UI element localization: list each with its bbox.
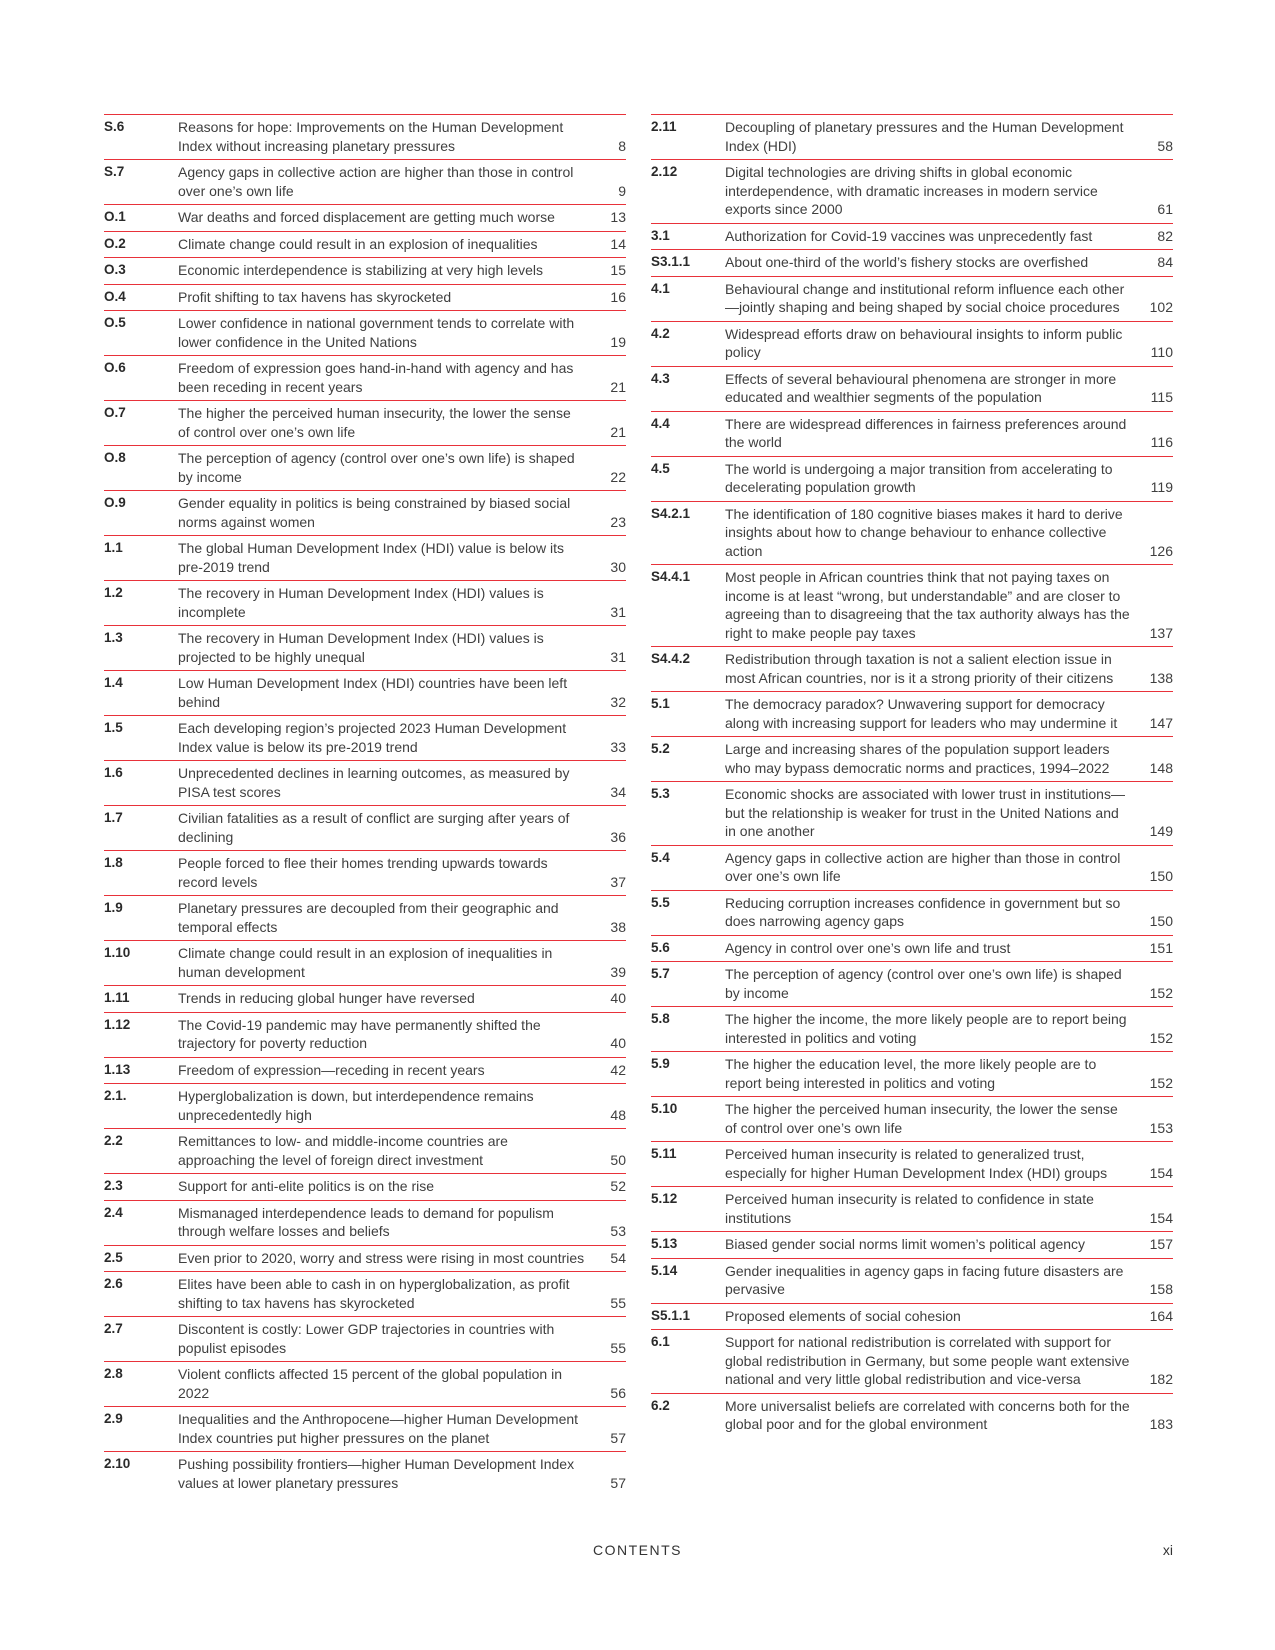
figure-page-number: 153 <box>1149 1119 1173 1136</box>
figure-page-number: 19 <box>610 333 626 350</box>
figure-entry[interactable] <box>651 935 1173 962</box>
figure-number: 2.5 <box>104 1249 123 1265</box>
figure-entry[interactable] <box>104 445 626 490</box>
figure-page-number: 8 <box>618 137 626 154</box>
figure-title: Authorization for Covid-19 vaccines was unprecedently fast <box>725 227 1093 244</box>
figure-number: 1.6 <box>104 765 123 780</box>
figure-title: Effects of several behavioural phenomena are stronger in more educated and wealthier segments of the population <box>725 370 1117 405</box>
figure-number: 5.10 <box>651 1101 678 1116</box>
figure-number: O.2 <box>104 235 126 251</box>
figure-number: 2.12 <box>651 164 678 179</box>
figure-page-number: 154 <box>1149 1209 1173 1226</box>
figure-entry[interactable] <box>651 501 1173 565</box>
figure-number: 1.2 <box>104 585 123 600</box>
figure-number: 2.3 <box>104 1178 123 1193</box>
figure-number: 1.10 <box>104 945 131 960</box>
figure-entry[interactable] <box>651 961 1173 1006</box>
figure-title: Mismanaged interdependence leads to demand for populism through welfare losses and beliefs <box>178 1204 554 1239</box>
figure-page-number: 182 <box>1149 1371 1173 1387</box>
figure-title: Reducing corruption increases confidence in government but so does narrowing agency gaps <box>725 894 1121 929</box>
figure-number: O.7 <box>104 405 126 420</box>
figure-entry[interactable] <box>104 400 626 445</box>
figure-page-number: 50 <box>610 1151 626 1168</box>
figure-page-number: 53 <box>610 1223 626 1239</box>
figure-page-number: 55 <box>610 1339 626 1356</box>
figure-entry[interactable] <box>651 114 1173 159</box>
figure-page-number: 150 <box>1149 913 1173 929</box>
figure-number: 5.3 <box>651 786 670 801</box>
figure-page-number: 137 <box>1149 624 1173 641</box>
figure-entry[interactable] <box>104 114 626 159</box>
figure-number: 2.6 <box>104 1276 123 1291</box>
figure-page-number: 84 <box>1157 254 1173 270</box>
footer-page-number: xi <box>1162 1542 1173 1558</box>
figure-title: The global Human Development Index (HDI) value is below its pre-2019 trend <box>178 540 564 575</box>
figure-number: S4.4.2 <box>651 651 691 666</box>
figure-entry[interactable] <box>104 805 626 850</box>
figure-entry[interactable] <box>104 850 626 895</box>
figure-page-number: 30 <box>610 558 626 575</box>
figure-title: The higher the perceived human insecurity, the lower the sense of control over one’s own life <box>178 405 571 440</box>
figure-title: About one-third of the world’s fishery stocks are overfished <box>725 254 1089 270</box>
figure-page-number: 38 <box>610 918 626 935</box>
figure-number: 1.13 <box>104 1061 131 1077</box>
figure-page-number: 16 <box>610 288 626 305</box>
figure-page-number: 152 <box>1149 984 1173 1001</box>
figure-page-number: 42 <box>610 1061 626 1078</box>
figure-entry[interactable] <box>651 321 1173 366</box>
figure-page-number: 22 <box>610 468 626 485</box>
figure-page-number: 148 <box>1149 759 1173 776</box>
figure-page-number: 21 <box>610 423 626 440</box>
figure-title: There are widespread differences in fairness preferences around the world <box>725 415 1127 450</box>
figure-entry[interactable] <box>651 249 1173 276</box>
figures-list-left <box>104 114 626 1496</box>
figure-entry[interactable] <box>651 223 1173 250</box>
figure-title: Perceived human insecurity is related to generalized trust, especially for higher Human Development Index (HDI) groups <box>725 1146 1108 1181</box>
figure-number: 5.12 <box>651 1191 678 1206</box>
figure-entry[interactable] <box>651 1141 1173 1186</box>
figure-page-number: 9 <box>618 182 626 199</box>
figure-number: O.1 <box>104 209 126 224</box>
figure-title: Gender inequalities in agency gaps in facing future disasters are pervasive <box>725 1262 1124 1297</box>
figure-entry[interactable] <box>104 625 626 670</box>
figure-entry[interactable] <box>651 411 1173 456</box>
figure-entry[interactable] <box>104 1200 626 1245</box>
figure-title: Pushing possibility frontiers—higher Human Development Index values at lower planetary pressures <box>178 1456 575 1491</box>
figure-title: Reasons for hope: Improvements on the Human Development Index without increasing planetary pressures <box>178 119 564 154</box>
figure-entry[interactable] <box>104 940 626 985</box>
figure-title: Lower confidence in national government tends to correlate with lower confidence in the United Nations <box>178 315 575 350</box>
figure-page-number: 116 <box>1150 434 1173 450</box>
figure-entry[interactable] <box>651 1096 1173 1141</box>
figure-page-number: 56 <box>610 1384 626 1401</box>
figure-title: Economic shocks are associated with lower trust in institutions—but the relationship is weaker for trust in the United Nations and in one another <box>725 786 1125 839</box>
figure-number: 4.1 <box>651 280 670 296</box>
figure-title: The identification of 180 cognitive biases makes it hard to derive insights about how to change behaviour to enhance collective action <box>725 505 1123 559</box>
figure-number: 1.5 <box>104 720 123 735</box>
figure-number: S.7 <box>104 164 125 179</box>
figure-entry[interactable] <box>104 1012 626 1057</box>
figure-entry[interactable] <box>651 276 1173 321</box>
figure-number: 5.8 <box>651 1011 670 1026</box>
figure-title: Support for anti-elite politics is on the rise <box>178 1178 435 1194</box>
figure-number: 6.1 <box>651 1334 670 1349</box>
figure-page-number: 34 <box>610 783 626 800</box>
figure-page-number: 154 <box>1149 1164 1173 1181</box>
figure-page-number: 55 <box>610 1294 626 1311</box>
figure-number: O.6 <box>104 360 126 375</box>
figure-title: Even prior to 2020, worry and stress were rising in most countries <box>178 1249 585 1266</box>
figure-entry[interactable] <box>104 1245 626 1272</box>
figure-number: 1.8 <box>104 855 123 870</box>
figure-title: Behavioural change and institutional reform influence each other—jointly shaping and being shaped by social choice procedures <box>725 280 1125 315</box>
figure-title: Proposed elements of social cohesion <box>725 1307 961 1324</box>
figure-title: The higher the income, the more likely people are to report being interested in politics and voting <box>725 1011 1127 1046</box>
figure-entry[interactable] <box>651 1303 1173 1330</box>
figure-page-number: 183 <box>1149 1416 1173 1432</box>
figure-number: 1.7 <box>104 810 123 825</box>
figure-page-number: 151 <box>1149 939 1173 956</box>
figure-entry[interactable] <box>651 1231 1173 1258</box>
figure-number: 5.13 <box>651 1236 678 1251</box>
figure-title: Climate change could result in an explosion of inequalities in human development <box>178 945 553 980</box>
figure-number: 6.2 <box>651 1397 670 1413</box>
figure-number: S4.4.1 <box>651 569 691 584</box>
figure-title: Perceived human insecurity is related to confidence in state institutions <box>725 1191 1094 1226</box>
figure-entry[interactable] <box>651 1006 1173 1051</box>
figure-title: Widespread efforts draw on behavioural insights to inform public policy <box>725 325 1123 360</box>
figure-page-number: 164 <box>1149 1307 1173 1324</box>
figure-title: Civilian fatalities as a result of conflict are surging after years of declining <box>178 810 570 845</box>
figure-number: 2.1. <box>104 1088 127 1103</box>
figure-entry[interactable] <box>104 1451 626 1496</box>
figure-entry[interactable] <box>104 355 626 400</box>
figure-entry[interactable] <box>651 890 1173 935</box>
figure-page-number: 126 <box>1149 542 1173 559</box>
figure-title: Biased gender social norms limit women’s political agency <box>725 1236 1086 1252</box>
figure-number: 1.11 <box>104 990 130 1005</box>
figure-title: The perception of agency (control over one’s own life) is shaped by income <box>725 966 1122 1001</box>
figure-entry[interactable] <box>104 257 626 284</box>
figure-title: Economic interdependence is stabilizing at very high levels <box>178 262 543 278</box>
figure-title: Agency in control over one’s own life and trust <box>725 939 1011 956</box>
figure-number: S.6 <box>104 119 125 134</box>
figure-number: 2.9 <box>104 1411 123 1426</box>
figure-title: Hyperglobalization is down, but interdependence remains unprecedentedly high <box>178 1088 534 1123</box>
figure-number: 1.1 <box>104 540 123 555</box>
figure-page-number: 152 <box>1149 1029 1173 1046</box>
figure-title: Inequalities and the Anthropocene—higher Human Development Index countries put higher pressures on the planet <box>178 1411 579 1446</box>
figure-entry[interactable] <box>651 564 1173 646</box>
figure-title: Climate change could result in an explosion of inequalities <box>178 235 538 252</box>
figure-number: 5.11 <box>651 1146 677 1161</box>
figure-title: Profit shifting to tax havens has skyrocketed <box>178 288 452 305</box>
figure-page-number: 40 <box>610 1035 626 1051</box>
figure-page-number: 61 <box>1157 201 1173 217</box>
figure-number: 1.12 <box>104 1016 131 1032</box>
figure-title: War deaths and forced displacement are getting much worse <box>178 209 555 225</box>
figure-page-number: 82 <box>1157 227 1173 244</box>
figure-entry[interactable] <box>104 1361 626 1406</box>
figure-entry[interactable] <box>104 670 626 715</box>
figure-entry[interactable] <box>104 895 626 940</box>
figure-title: The democracy paradox? Unwavering support for democracy along with increasing support for leaders who may undermine it <box>725 696 1118 731</box>
figure-entry[interactable] <box>104 490 626 535</box>
figure-entry[interactable] <box>651 1329 1173 1393</box>
figure-entry[interactable] <box>651 1186 1173 1231</box>
figure-number: O.9 <box>104 495 126 510</box>
figure-title: Trends in reducing global hunger have reversed <box>178 990 475 1006</box>
figure-entry[interactable] <box>104 1173 626 1200</box>
figure-page-number: 36 <box>610 828 626 845</box>
figure-title: Decoupling of planetary pressures and the Human Development Index (HDI) <box>725 119 1124 154</box>
figure-number: 2.11 <box>651 119 677 134</box>
figure-title: Remittances to low- and middle-income countries are approaching the level of foreign direct investment <box>178 1133 508 1168</box>
figure-entry[interactable] <box>104 985 626 1012</box>
figure-number: O.5 <box>104 315 126 330</box>
figure-page-number: 48 <box>610 1106 626 1123</box>
figure-entry[interactable] <box>104 159 626 204</box>
figure-number: 1.3 <box>104 630 123 645</box>
figure-number: 1.4 <box>104 675 123 690</box>
footer-section-label: CONTENTS <box>593 1542 682 1558</box>
figure-entry[interactable] <box>104 760 626 805</box>
figure-title: The higher the perceived human insecurity, the lower the sense of control over one’s own life <box>725 1101 1118 1136</box>
figure-page-number: 54 <box>610 1249 626 1266</box>
figure-entry[interactable] <box>651 781 1173 845</box>
figure-entry[interactable] <box>104 1316 626 1361</box>
figure-title: Agency gaps in collective action are higher than those in control over one’s own life <box>178 164 574 199</box>
figure-number: S5.1.1 <box>651 1307 691 1323</box>
figure-number: O.4 <box>104 288 126 304</box>
figure-entry[interactable] <box>104 580 626 625</box>
figure-title: The world is undergoing a major transition from accelerating to decelerating population growth <box>725 460 1113 495</box>
figure-entry[interactable] <box>104 231 626 258</box>
figure-page-number: 149 <box>1149 823 1173 839</box>
figure-title: Each developing region’s projected 2023 Human Development Index value is below its pre-2019 trend <box>178 720 567 755</box>
figure-page-number: 14 <box>610 235 626 252</box>
figure-number: 2.4 <box>104 1204 123 1220</box>
figure-page-number: 147 <box>1149 714 1173 731</box>
figure-title: Planetary pressures are decoupled from their geographic and temporal effects <box>178 900 559 935</box>
figure-page-number: 37 <box>610 873 626 890</box>
figure-number: 4.2 <box>651 325 670 341</box>
figure-entry[interactable] <box>104 1128 626 1173</box>
figure-number: 5.6 <box>651 939 670 955</box>
figure-entry[interactable] <box>651 1393 1173 1438</box>
figure-entry[interactable] <box>104 535 626 580</box>
figure-title: Agency gaps in collective action are higher than those in control over one’s own life <box>725 849 1121 884</box>
figure-title: Violent conflicts affected 15 percent of the global population in 2022 <box>178 1366 562 1401</box>
figure-entry[interactable] <box>651 691 1173 736</box>
figure-entry[interactable] <box>104 1271 626 1316</box>
figure-page-number: 157 <box>1149 1236 1173 1252</box>
figure-page-number: 152 <box>1149 1074 1173 1091</box>
figure-entry[interactable] <box>651 646 1173 691</box>
figure-number: 5.2 <box>651 741 670 756</box>
figure-title: Freedom of expression goes hand-in-hand with agency and has been receding in recent years <box>178 360 574 395</box>
figure-number: O.3 <box>104 262 126 277</box>
figure-title: Elites have been able to cash in on hyperglobalization, as profit shifting to tax havens has skyrocketed <box>178 1276 570 1311</box>
figure-number: 5.14 <box>651 1262 678 1278</box>
figure-title: Low Human Development Index (HDI) countries have been left behind <box>178 675 568 710</box>
figure-title: People forced to flee their homes trending upwards towards record levels <box>178 855 548 890</box>
figure-title: The recovery in Human Development Index (HDI) values is incomplete <box>178 585 544 620</box>
figure-number: S4.2.1 <box>651 505 691 521</box>
figure-page-number: 33 <box>610 738 626 755</box>
figure-entry[interactable] <box>651 366 1173 411</box>
figure-entry[interactable] <box>104 1083 626 1128</box>
figure-entry[interactable] <box>104 1406 626 1451</box>
figure-number: 5.4 <box>651 849 670 865</box>
figure-number: 5.1 <box>651 696 670 711</box>
figure-number: S3.1.1 <box>651 254 691 269</box>
figure-number: 4.4 <box>651 415 670 431</box>
figure-title: Freedom of expression—receding in recent years <box>178 1061 485 1078</box>
figure-title: Digital technologies are driving shifts in global economic interdependence, with dramatic increases in modern service exports since 2000 <box>725 164 1098 217</box>
figure-entry[interactable] <box>104 284 626 311</box>
figure-page-number: 58 <box>1157 137 1173 154</box>
figure-page-number: 31 <box>610 603 626 620</box>
figures-list-right <box>651 114 1173 1438</box>
figure-number: 2.7 <box>104 1321 123 1336</box>
figure-title: Discontent is costly: Lower GDP trajectories in countries with populist episodes <box>178 1321 555 1356</box>
figure-title: Redistribution through taxation is not a salient election issue in most African countries, nor is it a strong priority of their citizens <box>725 651 1114 686</box>
figure-page-number: 102 <box>1149 299 1173 315</box>
figure-number: 5.9 <box>651 1056 670 1071</box>
figure-page-number: 32 <box>610 693 626 710</box>
figure-entry[interactable] <box>651 159 1173 223</box>
figure-title: The recovery in Human Development Index (HDI) values is projected to be highly unequal <box>178 630 544 665</box>
figure-number: 4.5 <box>651 460 670 476</box>
figure-title: Large and increasing shares of the population support leaders who may bypass democratic norms and practices, 1994–2022 <box>725 741 1110 776</box>
figure-number: 1.9 <box>104 900 123 915</box>
figure-page-number: 52 <box>610 1178 626 1194</box>
figure-number: 5.7 <box>651 966 670 981</box>
figure-title: Support for national redistribution is correlated with support for global redistribution in Germany, but some people want extensive national and very little global redistribution and vice-versa <box>725 1334 1130 1387</box>
figure-entry[interactable] <box>104 310 626 355</box>
figure-page-number: 31 <box>610 648 626 665</box>
figure-number: 3.1 <box>651 227 670 243</box>
figure-page-number: 138 <box>1149 669 1173 686</box>
figure-number: 2.8 <box>104 1366 123 1381</box>
figure-title: The Covid-19 pandemic may have permanently shifted the trajectory for poverty reduction <box>178 1016 541 1051</box>
figure-number: 4.3 <box>651 370 670 386</box>
figure-entry[interactable] <box>651 1258 1173 1303</box>
figure-title: Most people in African countries think that not paying taxes on income is at least “wrong, but understandable” and are closer to agreeing than to disagreeing that the tax authority always has the right to make people pay taxes <box>725 569 1130 641</box>
figure-page-number: 15 <box>610 262 626 278</box>
figure-number: 5.5 <box>651 894 670 910</box>
figure-page-number: 39 <box>610 963 626 980</box>
figure-entry[interactable] <box>104 204 626 231</box>
figure-title: Gender equality in politics is being constrained by biased social norms against women <box>178 495 571 530</box>
figure-page-number: 110 <box>1150 344 1173 360</box>
figure-page-number: 115 <box>1150 389 1173 405</box>
figure-page-number: 158 <box>1149 1281 1173 1297</box>
figure-page-number: 13 <box>610 209 626 225</box>
figure-page-number: 57 <box>610 1474 626 1491</box>
figure-page-number: 150 <box>1149 868 1173 884</box>
figure-page-number: 23 <box>610 513 626 530</box>
figure-page-number: 57 <box>610 1429 626 1446</box>
figure-number: 2.10 <box>104 1456 131 1471</box>
figure-entry[interactable] <box>651 845 1173 890</box>
figure-entry[interactable] <box>651 736 1173 781</box>
figure-number: 2.2 <box>104 1133 123 1148</box>
figure-entry[interactable] <box>104 1057 626 1084</box>
figure-number: O.8 <box>104 450 126 465</box>
figure-page-number: 119 <box>1150 479 1173 495</box>
figure-entry[interactable] <box>651 1051 1173 1096</box>
figure-title: More universalist beliefs are correlated with concerns both for the global poor and for the global environment <box>725 1397 1130 1432</box>
figure-title: The higher the education level, the more likely people are to report being interested in politics and voting <box>725 1056 1097 1091</box>
figure-page-number: 40 <box>610 990 626 1006</box>
figure-page-number: 21 <box>610 378 626 395</box>
figure-title: The perception of agency (control over one’s own life) is shaped by income <box>178 450 575 485</box>
figure-entry[interactable] <box>104 715 626 760</box>
figure-entry[interactable] <box>651 456 1173 501</box>
figure-title: Unprecedented declines in learning outcomes, as measured by PISA test scores <box>178 765 570 800</box>
